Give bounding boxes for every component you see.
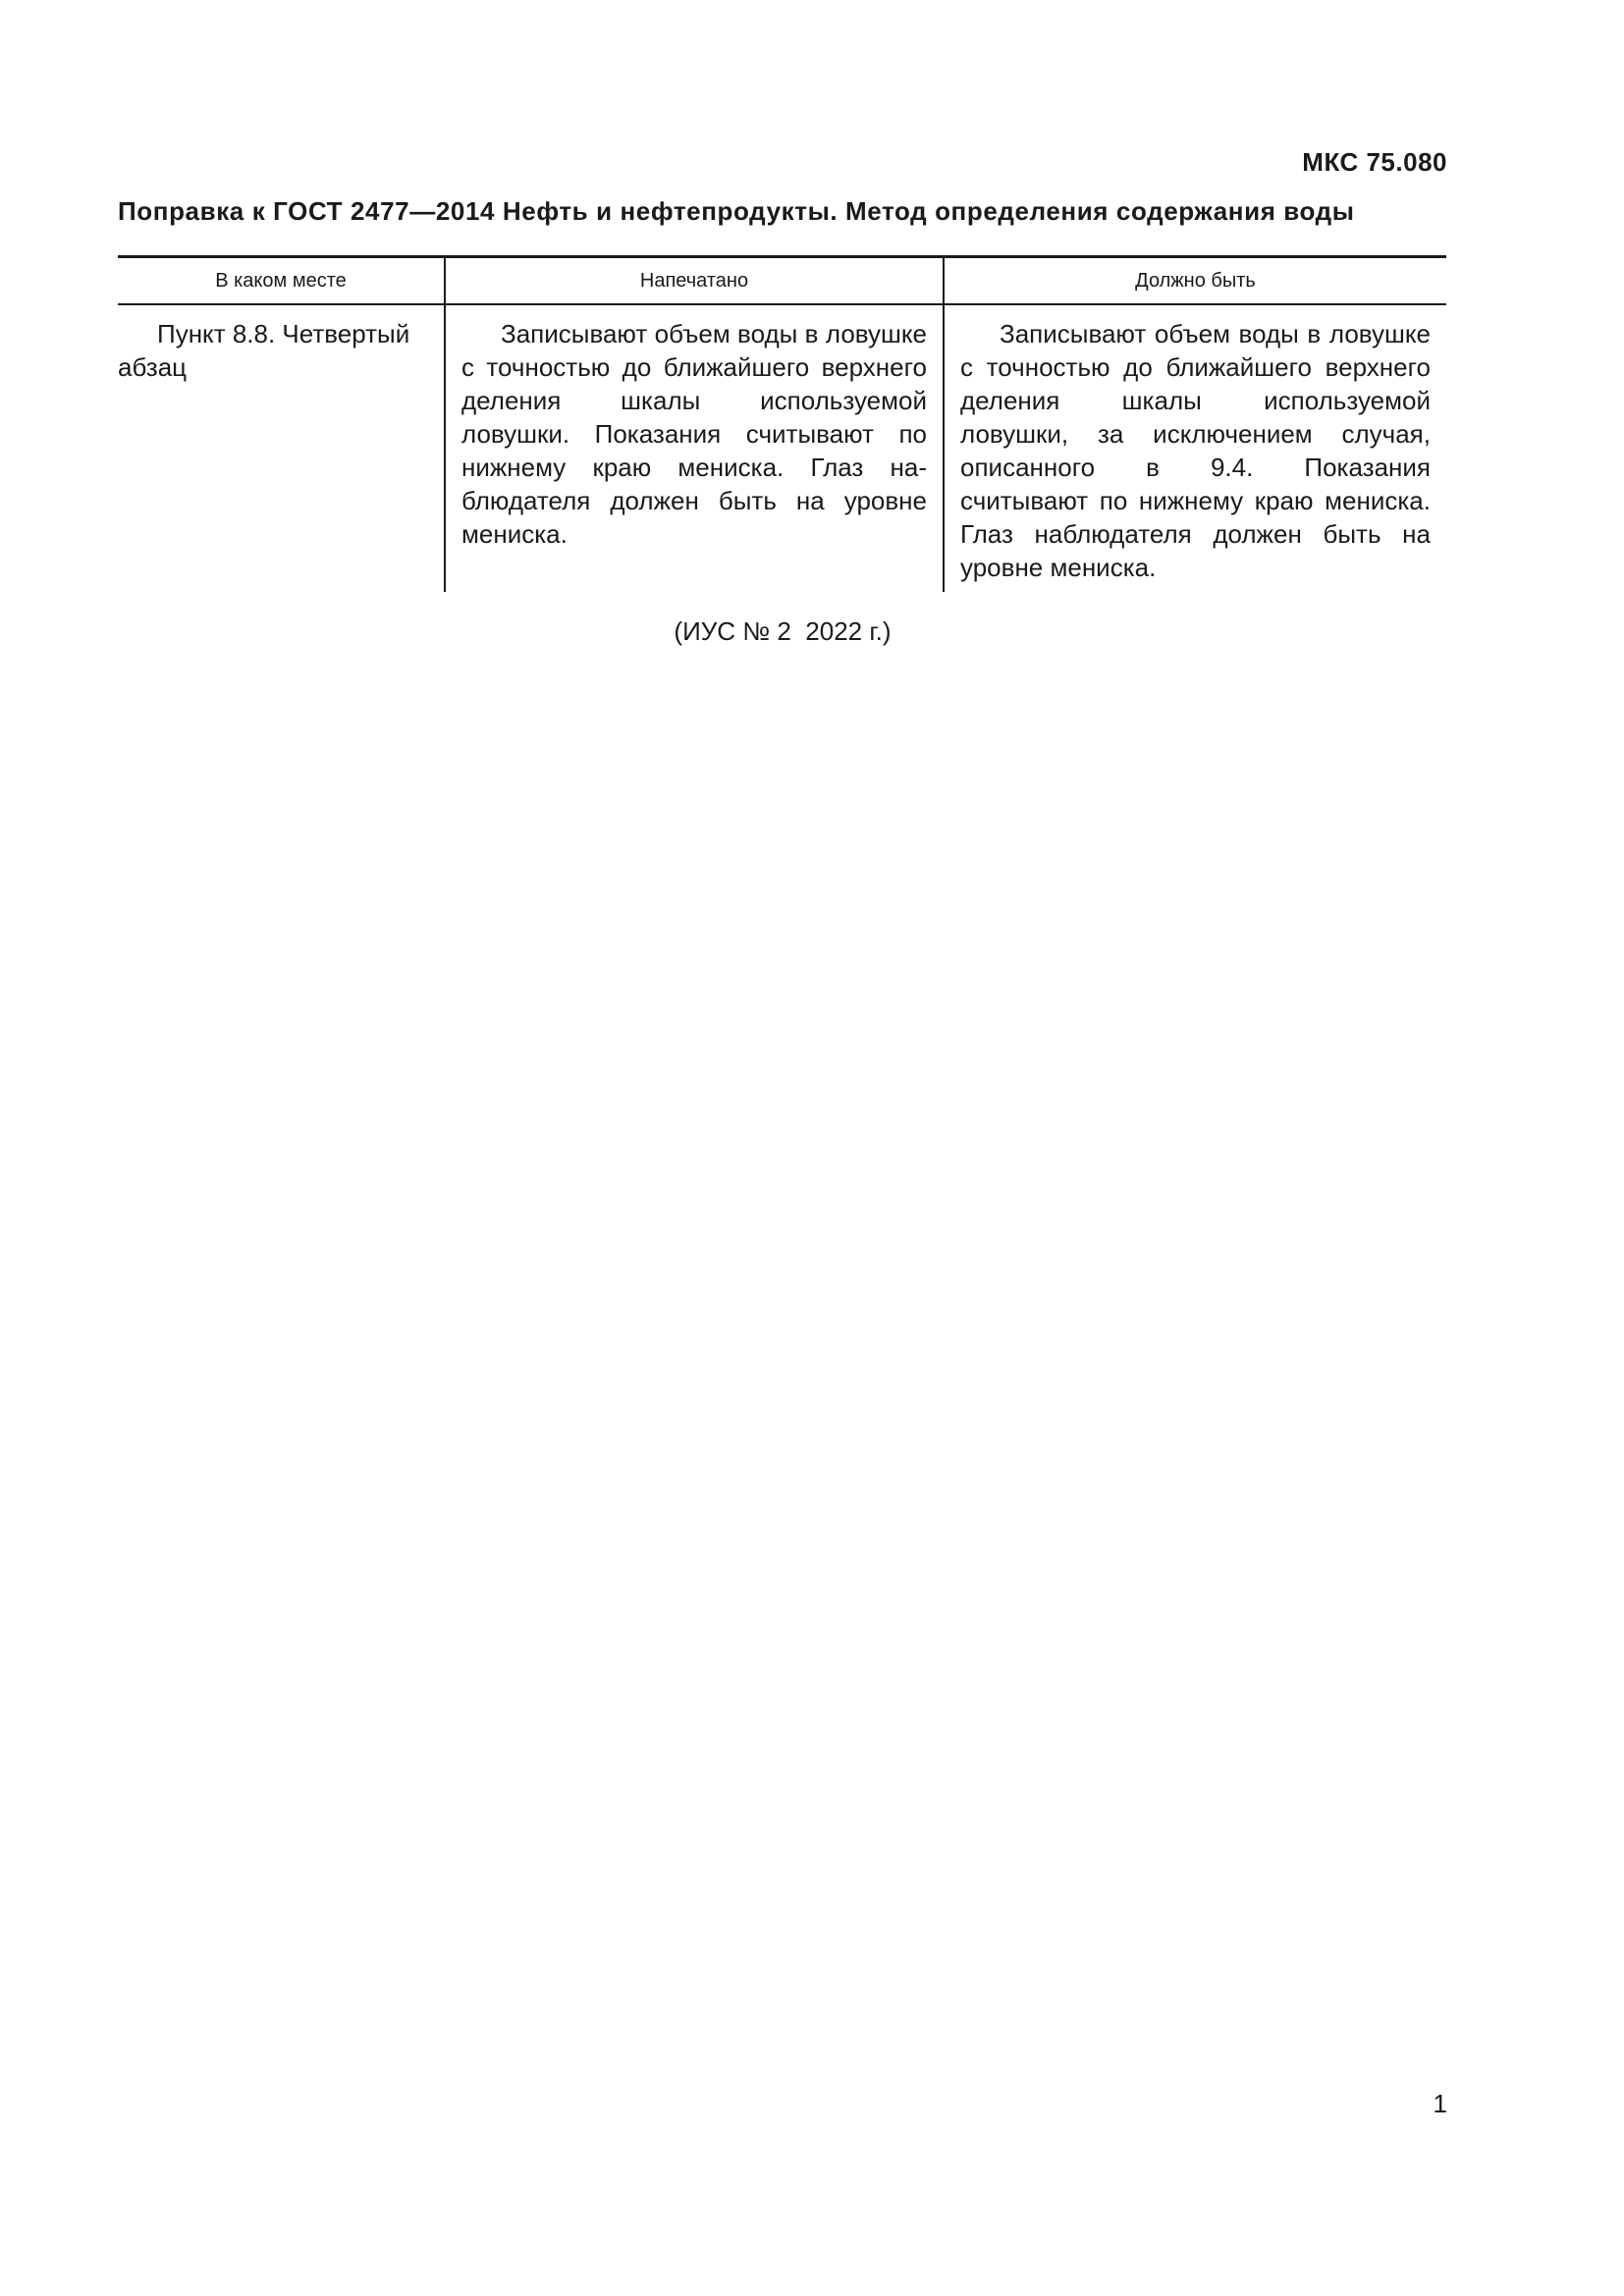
cell-location: Пункт 8.8. Четвертый абзац [118, 319, 410, 382]
cell-should-be: Записывают объем воды в ловушке с точностью до ближайшего верхнего деления шкалы используемой ловушки, за исключением случая, описанного в 9.4. Показания считывают по нижнему краю мениска. Глаз наблюдателя должен быть на уровне мениска. [944, 304, 1446, 592]
table-header-row [118, 257, 1446, 305]
cell-printed: Записывают объем воды в ловушке с точностью до ближайшего верхнего деления шкалы используемой ловушки. Показания считывают по нижнему краю мениска. Глаз наблюдателя должен быть на уровне мениска. [445, 304, 944, 592]
source-reference: (ИУС № 2 2022 г.) [674, 616, 892, 646]
column-header-location: В каком месте [118, 257, 445, 305]
amendment-table-container [118, 255, 1446, 592]
document-title: Поправка к ГОСТ 2477—2014 Нефть и нефтепродукты. Метод определения содержания воды [118, 196, 1355, 226]
column-header-printed: Напечатано [445, 257, 944, 305]
amendment-table [118, 255, 1446, 592]
page-number: 1 [1433, 2089, 1447, 2118]
column-header-should-be: Должно быть [944, 257, 1446, 305]
classification-code: МКС 75.080 [1302, 147, 1447, 177]
table-row [118, 304, 1446, 592]
